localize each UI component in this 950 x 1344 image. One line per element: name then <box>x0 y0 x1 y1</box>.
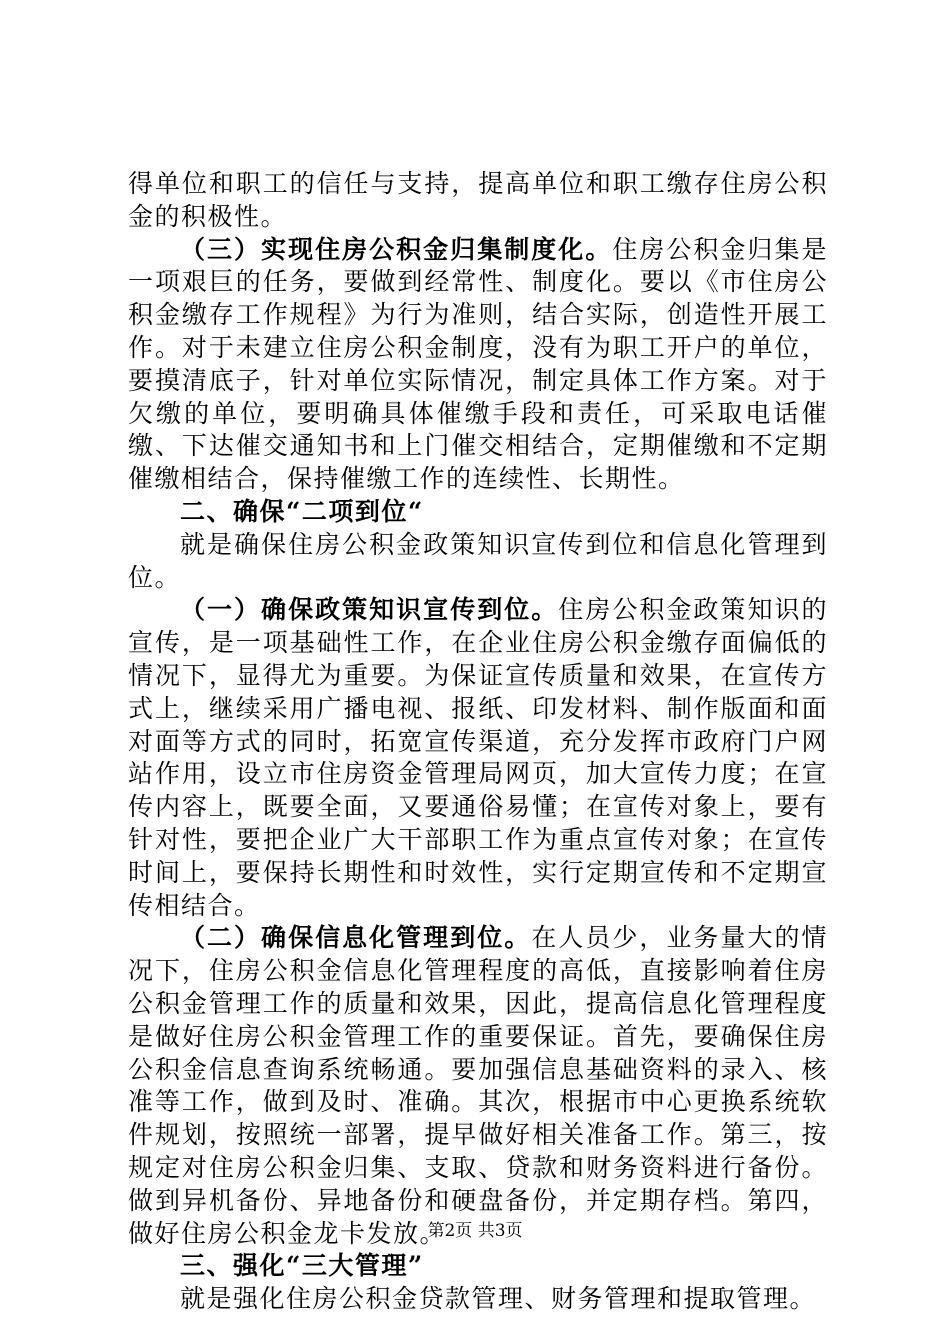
paragraph-continuation: 得单位和职工的信任与支持，提高单位和职工缴存住房公积金的积极性。 <box>128 169 828 231</box>
paragraph-summary-3: 就是强化住房公积金贷款管理、财务管理和提取管理。 <box>180 1284 817 1314</box>
paragraph-text: 在人员少，业务量大的情况下，住房公积金信息化管理程度的高低，直接影响着住房公积金管理工作的质量和效果，因此，提高信息化管理程度是做好住房公积金管理工作的重要保证。首先，要确保住房公积金信息查询系统畅通。要加强信息基础资料的录入、核准等工作，做到及时、准确。其次，根据市中心更换系统软件规划，按照统一部署，提早做好相关准备工作。第三，按规定对住房公积金归集、支取、贷款和财务资料进行备份。做到异机备份、异地备份和硬盘备份，并定期存档。第四，做好住房公积金龙卡发放。 <box>128 923 828 1248</box>
paragraph-text: 住房公积金政策知识的宣传，是一项基础性工作，在企业住房公积金缴存面偏低的情况下，显得尤为重要。为保证宣传质量和效果，在宣传方式上，继续采用广播电视、报纸、印发材料、制作版面和面对面等方式的同时，拓宽宣传渠道，充分发挥市政府门户网站作用，设立市住房资金管理局网页，加大宣传力度；在宣传内容上，既要全面，又要通俗易懂；在宣传对象上，要有针对性，要把企业广大干部职工作为重点宣传对象；在宣传时间上，要保持长期性和时效性，实行定期宣传和不定期宣传相结合。 <box>128 595 828 920</box>
paragraph-text: 住房公积金归集是一项艰巨的任务，要做到经常性、制度化。要以《市住房公积金缴存工作规程》为行为准则，结合实际，创造性开展工作。对于未建立住房公积金制度，没有为职工开户的单位，要摸清底子，针对单位实际情况，制定具体工作方案。对于欠缴的单位，要明确具体催缴手段和责任，可采取电话催缴、下达催交通知书和上门催交相结合，定期催缴和不定期催缴相结合，保持催缴工作的连续性、长期性。 <box>128 234 828 494</box>
paragraph-heading: （一）确保政策知识宣传到位。 <box>180 595 559 625</box>
paragraph-section-3 <box>128 234 828 496</box>
paragraph-subsection-1 <box>128 594 828 922</box>
paragraph-heading: （三）实现住房公积金归集制度化。 <box>180 234 613 264</box>
page-number: 第2页 共3页 <box>427 1221 523 1241</box>
document-body <box>128 168 828 1316</box>
section-heading-2: 二、确保“二项到位“ <box>180 496 424 526</box>
paragraph-heading: （二）确保信息化管理到位。 <box>180 923 532 953</box>
paragraph-summary-2: 就是确保住房公积金政策知识宣传到位和信息化管理到位。 <box>128 529 828 592</box>
paragraph-subsection-2 <box>128 922 828 1250</box>
section-heading-3: 三、强化“三大管理” <box>180 1251 424 1281</box>
